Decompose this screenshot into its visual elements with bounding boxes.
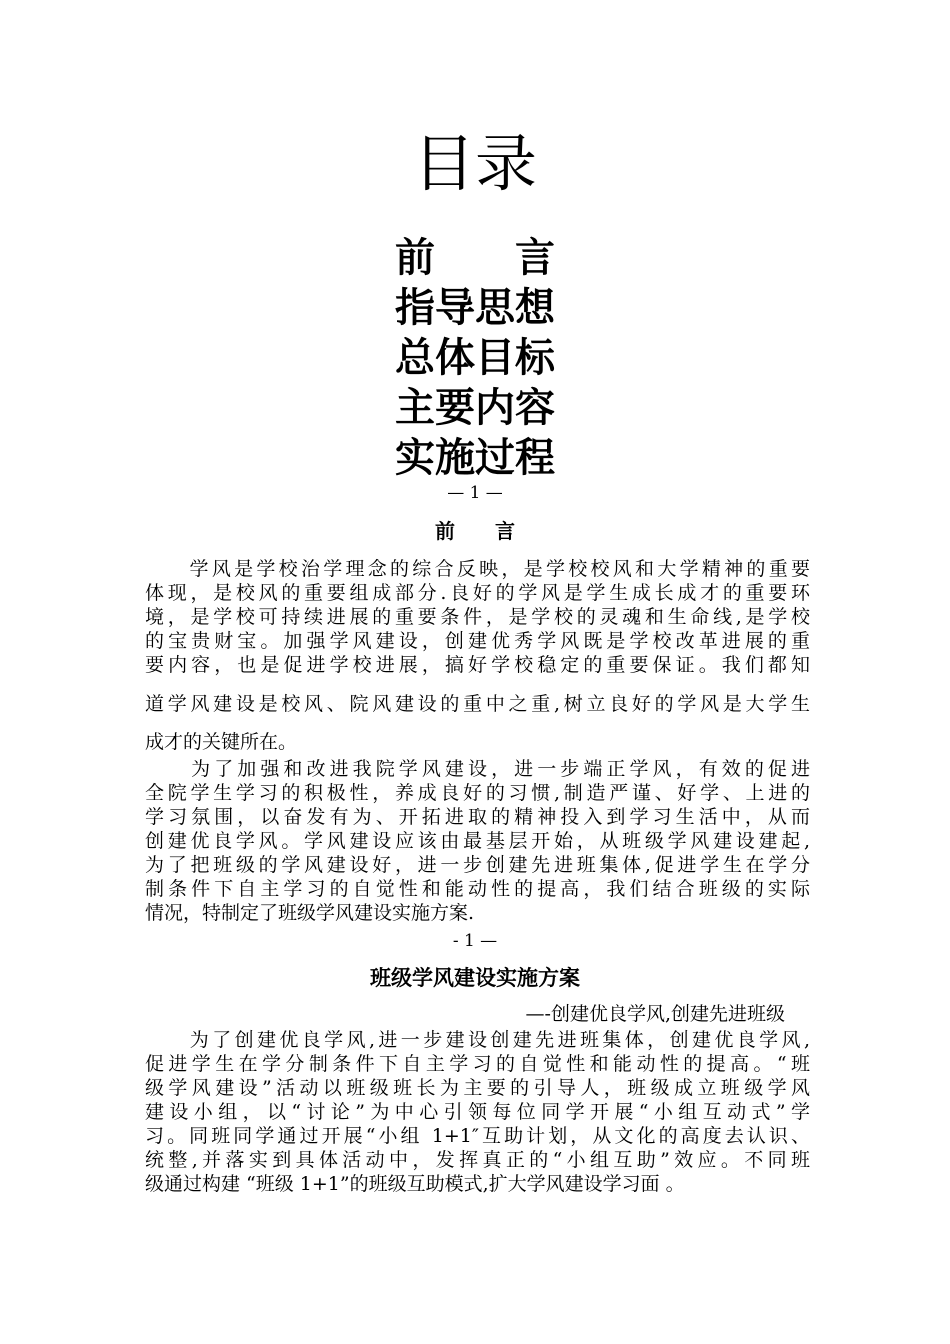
toc-title: 目录 [412, 127, 537, 200]
toc-item-implementation: 实施过程 [395, 435, 555, 481]
preface-line: 全院学生学习的积极性，养成良好的习惯,制造严谨、好学、上进的 [145, 782, 810, 804]
preface-heading: 前 言 [435, 519, 515, 543]
preface-line: 为了把班级的学风建设好，进一步创建先进班集体,促进学生在学分 [145, 854, 810, 876]
page-number: - 1 — [452, 931, 498, 951]
plan-subtitle: —-创建优良学风,创建先进班级 [525, 1003, 785, 1025]
plan-line: 促进学生在学分制条件下自主学习的自觉性和能动性的提高。“班 [145, 1053, 810, 1075]
preface-line: 情况，特制定了班级学风建设实施方案. [145, 902, 475, 924]
preface-line: 要内容，也是促进学校进展，搞好学校稳定的重要保证。我们都知 [145, 654, 810, 676]
plan-line: 级学风建设”活动以班级班长为主要的引导人，班级成立班级学风 [145, 1077, 810, 1099]
plan-line: 级通过构建 “班级 1+1”的班级互助模式,扩大学风建设学习面 。 [145, 1173, 685, 1195]
toc-item-preface: 前 言 [395, 235, 555, 281]
toc-item-main-content: 主要内容 [395, 385, 555, 431]
plan-line: 习。同班同学通过开展“小组 1+1″互助计划，从文化的高度去认识、 [145, 1125, 810, 1147]
plan-line: 统整,并落实到具体活动中，发挥真正的“小组互助”效应。不同班 [145, 1149, 810, 1171]
preface-line: 道学风建设是校风、院风建设的重中之重,树立良好的学风是大学生 [145, 693, 810, 715]
plan-line: 为了创建优良学风,进一步建设创建先进班集体，创建优良学风, [145, 1029, 810, 1051]
toc-item-overall-goal: 总体目标 [395, 335, 555, 381]
plan-line: 建设小组，以“讨论”为中心引领每位同学开展“小组互动式”学 [145, 1101, 810, 1123]
preface-line: 为了加强和改进我院学风建设，进一步端正学风，有效的促进 [145, 758, 810, 780]
plan-title: 班级学风建设实施方案 [370, 966, 580, 990]
preface-line: 学习氛围，以奋发有为、开拓进取的精神投入到学习生活中，从而 [145, 806, 810, 828]
preface-line: 体现，是校风的重要组成部分.良好的学风是学生成长成才的重要环 [145, 582, 810, 604]
toc-item-guiding-ideology: 指导思想 [395, 285, 555, 331]
page-number: — 1 — [447, 483, 503, 503]
preface-line: 学风是学校治学理念的综合反映，是学校校风和大学精神的重要 [145, 558, 810, 580]
preface-line: 创建优良学风。学风建设应该由最基层开始，从班级学风建设建起, [145, 830, 810, 852]
preface-line: 的宝贵财宝。加强学风建设，创建优秀学风既是学校改革进展的重 [145, 630, 810, 652]
preface-line: 成才的关键所在。 [145, 731, 298, 753]
preface-line: 制条件下自主学习的自觉性和能动性的提高，我们结合班级的实际 [145, 878, 810, 900]
toc-list [0, 233, 950, 483]
preface-line: 境，是学校可持续进展的重要条件，是学校的灵魂和生命线,是学校 [145, 606, 810, 628]
